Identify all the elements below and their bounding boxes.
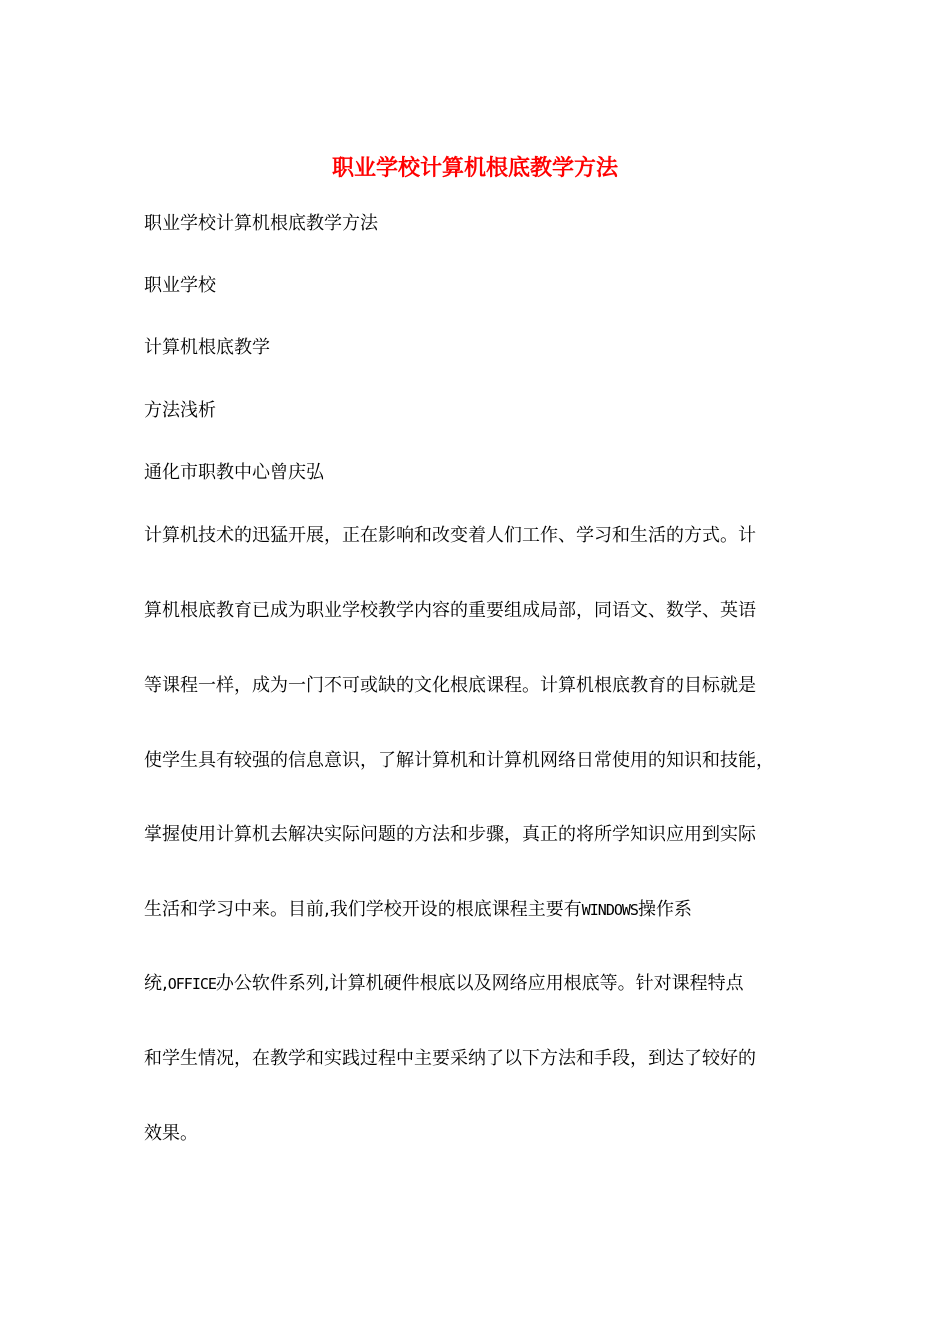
body-line-7 [144,971,744,997]
body-line-9: 效果。 [144,1123,198,1144]
meta-line-title: 职业学校计算机根底教学方法 [144,213,378,234]
meta-line-school: 职业学校 [144,275,216,296]
body-line-6 [144,897,692,923]
body-line-6-text-before: 生活和学习中来。目前,我们学校开设的根底课程主要有 [144,899,582,920]
document-title: 职业学校计算机根底教学方法 [331,155,618,181]
body-line-7-text-after: 办公软件系列,计算机硬件根底以及网络应用根底等。针对课程特点 [215,973,744,994]
meta-line-subject: 计算机根底教学 [144,337,270,358]
body-line-2: 算机根底教育已成为职业学校教学内容的重要组成局部，同语文、数学、英语 [144,600,756,621]
body-line-7-text-before: 统, [144,973,168,994]
body-line-3: 等课程一样，成为一门不可或缺的文化根底课程。计算机根底教育的目标就是 [144,675,756,696]
meta-line-topic: 方法浅析 [144,400,216,421]
body-line-6-text-after: 操作系 [637,899,692,920]
body-line-7-latin: OFFICE [167,975,216,993]
body-line-5: 掌握使用计算机去解决实际问题的方法和步骤，真正的将所学知识应用到实际 [144,824,756,845]
body-line-1: 计算机技术的迅猛开展，正在影响和改变着人们工作、学习和生活的方式。计 [144,525,756,546]
body-line-8: 和学生情况，在教学和实践过程中主要采纳了以下方法和手段，到达了较好的 [144,1048,756,1069]
body-line-6-latin: WINDOWS [581,901,638,919]
meta-line-author: 通化市职教中心曾庆弘 [144,462,324,483]
body-line-4: 使学生具有较强的信息意识，了解计算机和计算机网络日常使用的知识和技能， [144,750,774,771]
